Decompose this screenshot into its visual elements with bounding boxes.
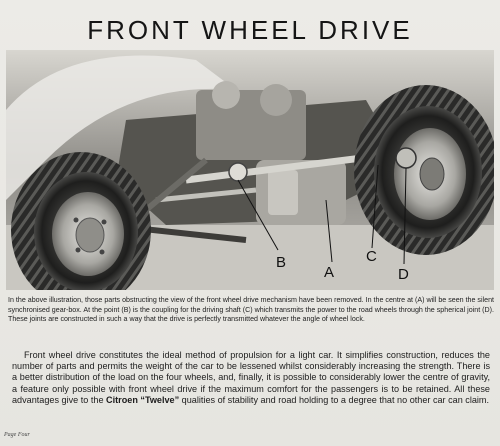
body-text-end: qualities of stability and road holding to a degree that no other car can claim. (179, 394, 490, 405)
front-wheel-drive-photo (6, 50, 494, 290)
mechanism-illustration (6, 50, 494, 290)
illustration-caption: In the above illustration, those parts obstructing the view of the front wheel drive mechanism have been removed. In the centre at (A) will be seen the silent synchronised gear-box. At the point (B) is the coupling for the driving shaft (C) which transmits the power to the road wheels through the spherical joint (D). These joints are constructed in such a way that the drive is perfectly transmitted whatever the angle of wheel lock. (8, 296, 494, 324)
page-title: FRONT WHEEL DRIVE (87, 15, 413, 45)
body-text-start: Front wheel drive constitutes the ideal method of propulsion for a light car. It simplifies construction, reduces the number of parts and permits the weight of the car to be lessened whilst considerably increasing the strength. There is a better distribution of the load on the four wheels, and, finally, it is possible to considerably lower the centre of gravity, a feature only possible with front wheel drive if the maximum comfort for the passengers is to be retained. All these advantages give to the (12, 350, 490, 405)
brand-name: Citroen “Twelve” (106, 394, 180, 405)
callout-a: A (324, 264, 335, 281)
body-paragraph (12, 350, 490, 406)
page-number: Page Four (4, 432, 30, 438)
callout-c: C (366, 248, 377, 265)
callout-d: D (398, 266, 409, 283)
callout-b: B (276, 254, 287, 271)
